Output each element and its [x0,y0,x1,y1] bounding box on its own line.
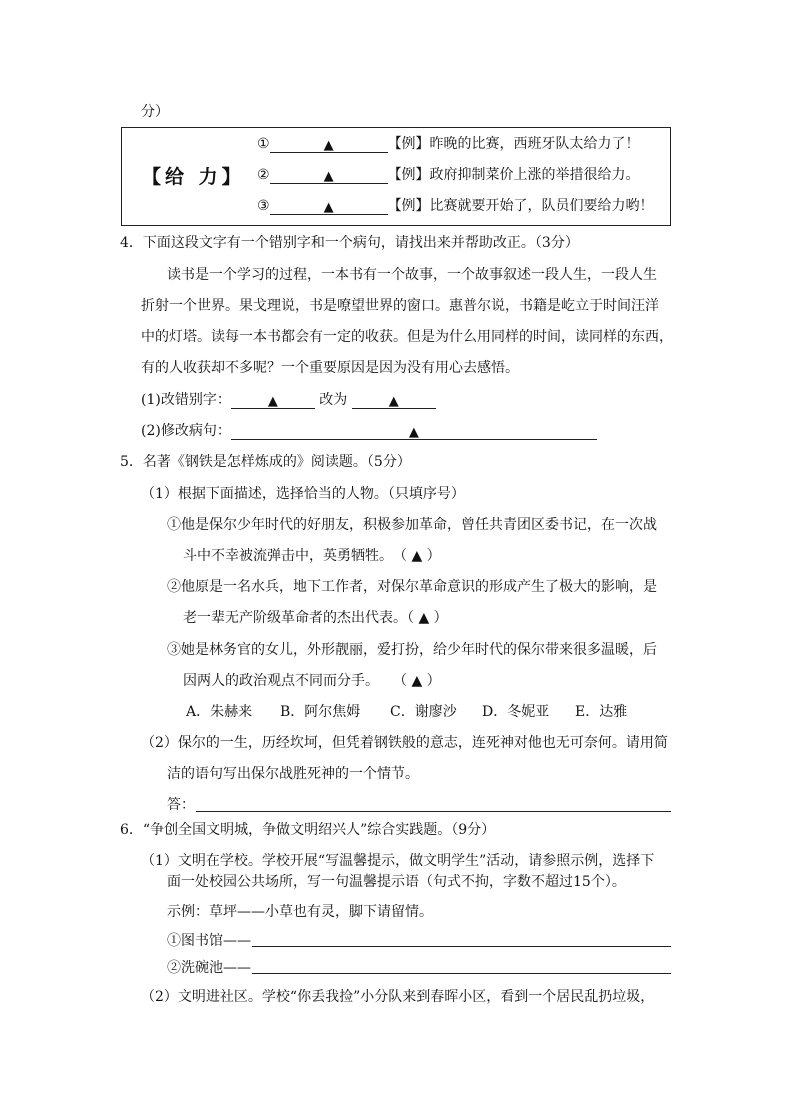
row-number: ② [257,167,270,183]
wrong-char-blank[interactable] [231,392,315,409]
option-d: D．冬妮亚 [482,704,550,720]
row-number: ① [257,136,270,152]
option-c: C．谢廖沙 [390,704,457,720]
row-number: ③ [257,198,270,214]
triangle-marker: ▲ [408,425,419,440]
q5-sub1: （1）根据下面描述，选择恰当的人物。（只填序号） [141,486,465,502]
q6-example: 示例：草坪——小草也有灵，脚下请留情。 [167,904,433,920]
option-a: A．朱赫来 [186,704,253,720]
q5-item-line: ③她是林务官的女儿，外形靓丽，爱打扮，给少年时代的保尔带来很多温暖，后 [167,642,657,658]
q6-title: 6．“争创全国文明城，争做文明绍兴人”综合实践题。（9分） [120,822,496,838]
q5-item-line: 斗中不幸被流弹击中，英勇牺牲。 （ ▲ ） [183,548,441,564]
continued-text: 分） [141,104,169,120]
triangle-marker: ▲ [388,394,399,409]
gili-row-3 [257,197,654,215]
q4-sub2 [141,422,597,440]
triangle-marker: ▲ [323,200,334,215]
q5-item-line: ②他原是一名水兵，地下工作者，对保尔革命意识的形成产生了极大的影响，是 [167,579,657,595]
example-text: 【例】政府抑制菜价上涨的举措很给力。 [387,167,640,183]
q6-sub2-line: （2）文明进社区。学校“你丢我捡”小分队来到春晖小区，看到一个居民乱扔垃圾， [141,989,655,1005]
gili-row-1 [257,135,640,153]
place-dishwash: ②洗碗池—— [167,960,251,976]
answer-line[interactable] [196,811,671,812]
library-answer-line[interactable] [252,946,671,947]
q6-sub1-line: （1）文明在学校。学校开展“写温馨提示，做文明学生”活动，请参照示例，选择下 [141,853,655,869]
answer-blank[interactable] [270,167,388,184]
triangle-marker: ▲ [267,394,278,409]
change-to-label: 改为 [319,392,348,408]
answer-label: 答： [167,797,195,813]
triangle-marker: ▲ [323,169,334,184]
q4-passage-line: 读书是一个学习的过程，一本书有一个故事，一个故事叙述一段人生，一段人生 [167,267,657,283]
option-b: B．阿尔焦姆 [280,704,361,720]
q4-passage-line: 有的人收获却不多呢？一个重要原因是因为没有用心去感悟。 [141,360,519,376]
q4-title: 4．下面这段文字有一个错别字和一个病句，请找出来并帮助改正。（3分） [120,235,579,251]
place-library: ①图书馆—— [167,933,251,949]
q5-sub2-line: 洁的语句写出保尔战胜死神的一个情节。 [167,766,419,782]
correct-char-blank[interactable] [352,392,436,409]
q4-sub1 [141,391,436,409]
answer-blank[interactable] [270,136,388,153]
sub2-label: (2)修改病句： [141,423,231,439]
example-text: 【例】比赛就要开始了，队员们要给力哟！ [387,198,654,214]
triangle-marker: ▲ [323,138,334,153]
answer-blank[interactable] [270,198,388,215]
q6-sub1-line: 面一处校园公共场所，写一句温馨提示语（句式不拘，字数不超过15个）。 [167,874,626,890]
q5-sub2-line: （2）保尔的一生，历经坎坷，但凭着钢铁般的意志，连死神对他也无可奈何。请用简 [141,735,668,751]
example-text: 【例】昨晚的比赛，西班牙队太给力了！ [387,136,640,152]
q5-item-line: 因两人的政治观点不同而分手。 （ ▲ ） [183,673,441,689]
sentence-fix-blank[interactable] [231,423,597,440]
dishwash-answer-line[interactable] [252,973,671,974]
option-e: E．达雅 [575,704,628,720]
gili-row-2 [257,166,640,184]
gili-label: 【给 力】 [142,166,245,188]
q4-passage-line: 折射一个世界。果戈理说，书是嘹望世界的窗口。惠普尔说，书籍是屹立于时间汪洋 [141,298,659,314]
sub1-label: (1)改错别字： [141,392,231,408]
q5-item-line: 老一辈无产阶级革命者的杰出代表。（ ▲ ） [183,610,448,626]
q4-passage-line: 中的灯塔。读每一本书都会有一定的收获。但是为什么用同样的时间，读同样的东西， [141,329,673,345]
q5-title: 5．名著《钢铁是怎样炼成的》阅读题。（5分） [120,454,411,470]
q5-item-line: ①他是保尔少年时代的好朋友，积极参加革命，曾任共青团区委书记，在一次战 [167,517,657,533]
